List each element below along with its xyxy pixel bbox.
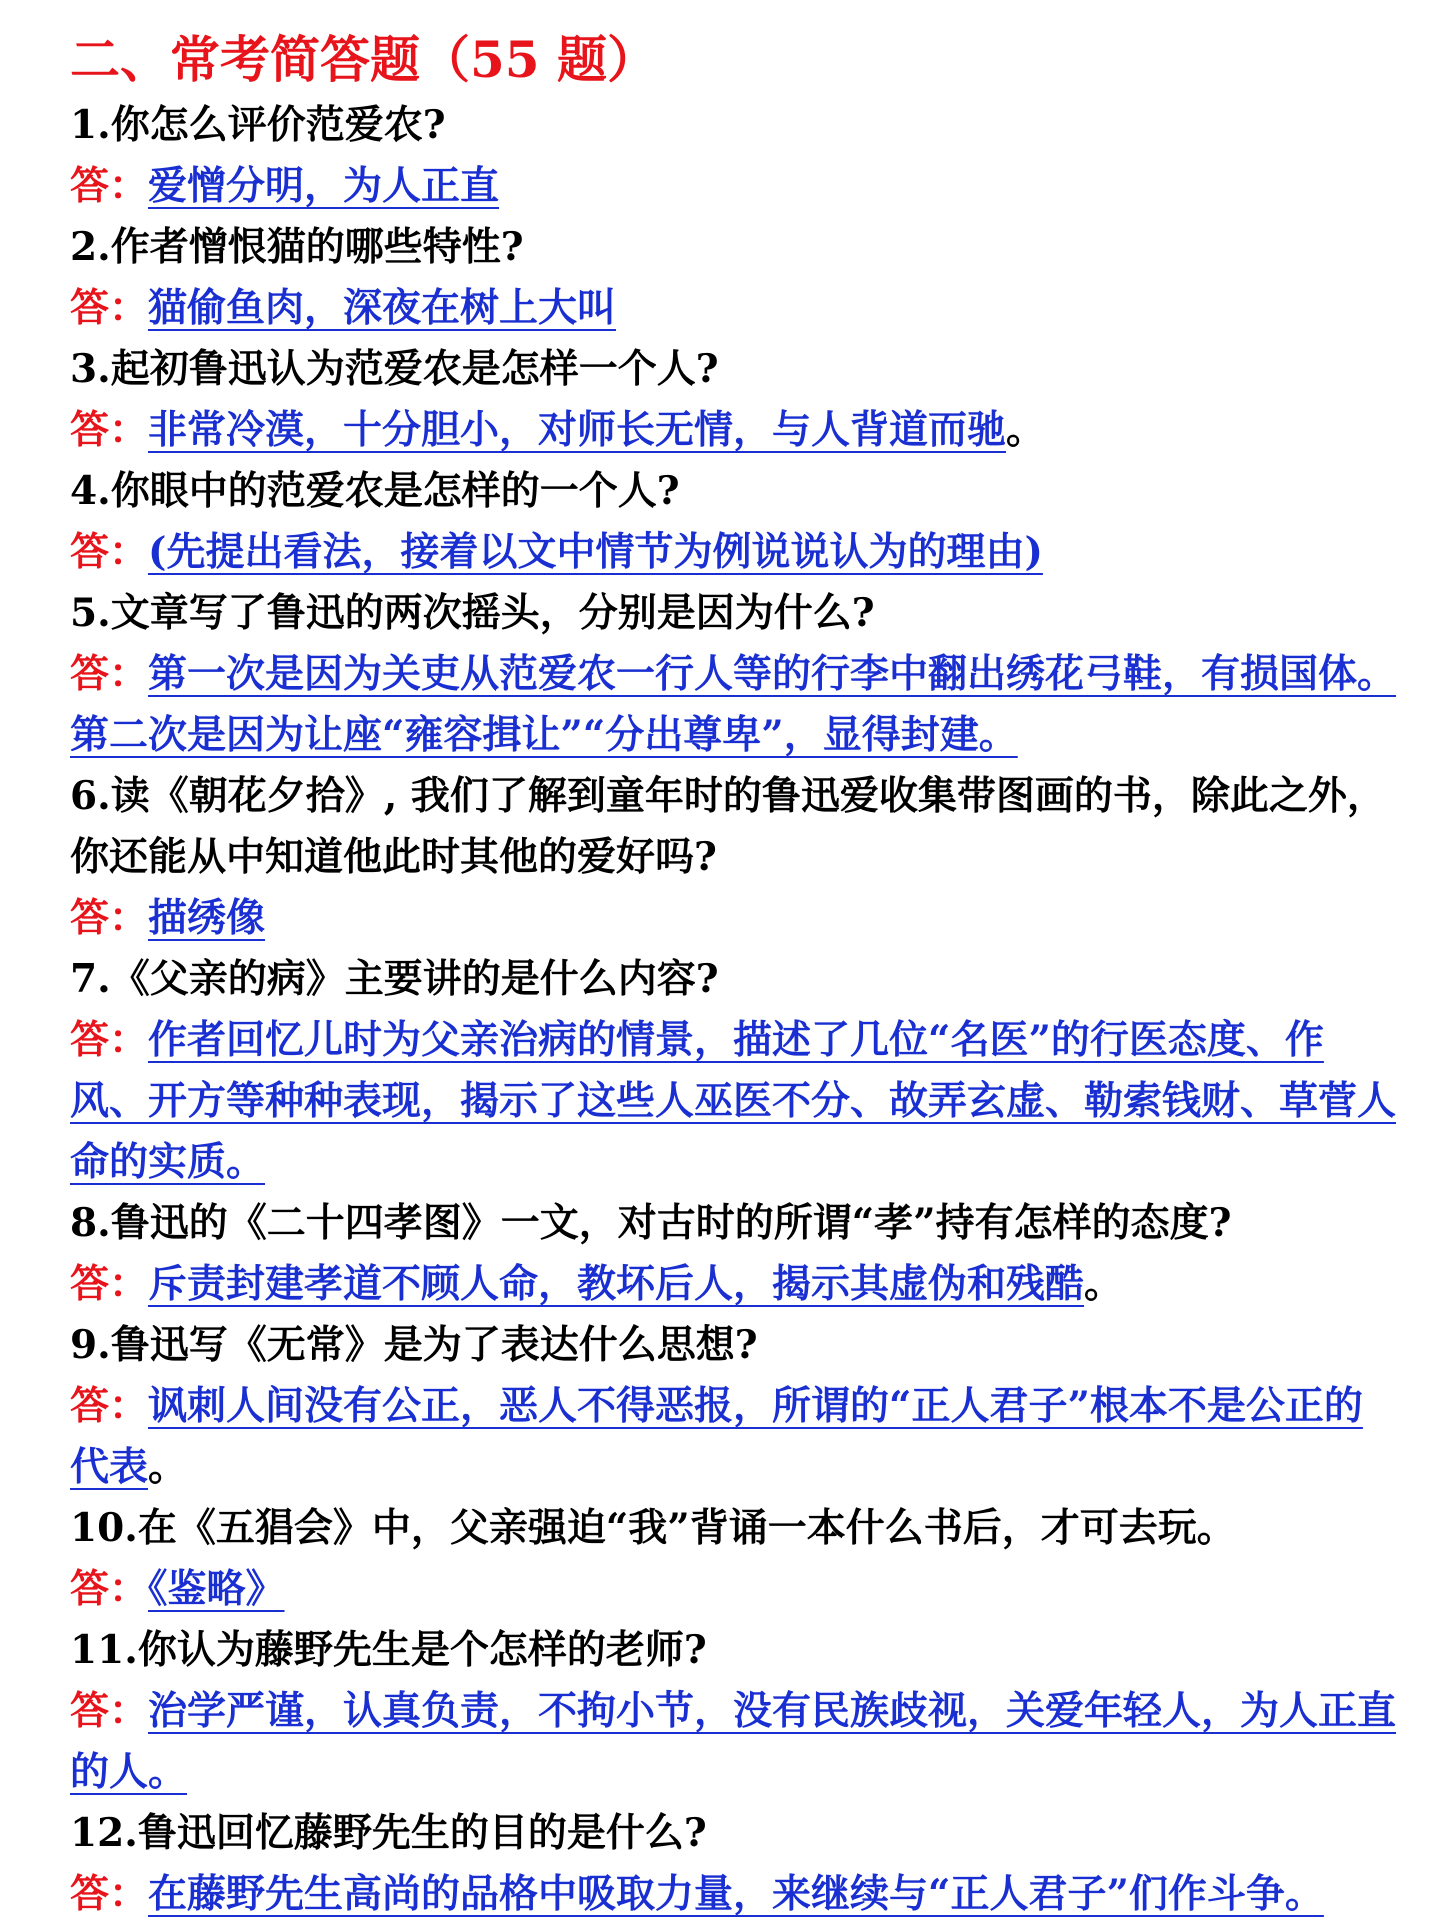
answer-label: 答： [70, 1566, 149, 1612]
question-text: 5.文章写了鲁迅的两次摇头，分别是因为什么? [70, 590, 875, 636]
answer-line [70, 522, 1400, 583]
answer-line [70, 278, 1400, 339]
question-text: 7.《父亲的病》主要讲的是什么内容? [70, 956, 719, 1002]
answer-line [70, 1559, 1400, 1620]
answer-tail: 。 [1084, 1261, 1124, 1307]
answer-text: 描绣像 [148, 895, 266, 941]
answer-text: 猫偷鱼肉，深夜在树上大叫 [148, 285, 617, 331]
answer-line [70, 1254, 1400, 1315]
answer-tail: 。 [148, 1444, 188, 1490]
answer-label: 答： [70, 1383, 149, 1429]
answer-label: 答： [70, 651, 149, 697]
qa-item-11 [70, 1620, 1400, 1803]
answer-line [70, 1010, 1400, 1193]
answer-text: (先提出看法，接着以文中情节为例说说认为的理由) [148, 529, 1043, 575]
answer-text: 第一次是因为关吏从范爱农一行人等的行李中翻出绣花弓鞋，有损国体。第二次是因为让座“雍容揖让”“分出尊卑”，显得封建。 [70, 651, 1397, 758]
question-text: 6.读《朝花夕拾》, 我们了解到童年时的鲁迅爱收集带图画的书，除此之外，你还能从中知道他此时其他的爱好吗? [70, 773, 1386, 880]
answer-line [70, 644, 1400, 766]
answer-text: 《鉴略》 [148, 1566, 285, 1612]
answer-tail: 。 [1006, 407, 1046, 453]
answer-label: 答： [70, 1688, 149, 1734]
answer-text: 讽刺人间没有公正，恶人不得恶报，所谓的“正人君子”根本不是公正的代表 [70, 1383, 1363, 1490]
qa-item-1 [70, 95, 1400, 217]
qa-item-9 [70, 1315, 1400, 1498]
answer-text: 治学严谨，认真负责，不拘小节，没有民族歧视，关爱年轻人，为人正直的人。 [70, 1688, 1397, 1795]
answer-line [70, 400, 1400, 461]
question-text: 2.作者憎恨猫的哪些特性? [70, 224, 524, 270]
qa-item-5 [70, 583, 1400, 766]
question-text: 4.你眼中的范爱农是怎样的一个人? [70, 468, 680, 514]
qa-item-2 [70, 217, 1400, 339]
answer-line [70, 1681, 1400, 1803]
question-text: 9.鲁迅写《无常》是为了表达什么思想? [70, 1322, 758, 1368]
answer-text: 斥责封建孝道不顾人命，教坏后人，揭示其虚伪和残酷 [148, 1261, 1085, 1307]
answer-text: 爱憎分明，为人正直 [148, 163, 500, 209]
document-page [70, 30, 1400, 1925]
qa-item-6 [70, 766, 1400, 949]
answer-label: 答： [70, 285, 149, 331]
answer-label: 答： [70, 407, 149, 453]
question-text: 1.你怎么评价范爱农? [70, 102, 446, 148]
answer-line [70, 1864, 1400, 1925]
question-text: 10.在《五猖会》中，父亲强迫“我”背诵一本什么书后，才可去玩。 [70, 1505, 1236, 1551]
qa-item-12 [70, 1803, 1400, 1925]
qa-item-8 [70, 1193, 1400, 1315]
answer-text: 作者回忆儿时为父亲治病的情景，描述了几位“名医”的行医态度、作风、开方等种种表现，揭示了这些人巫医不分、故弄玄虚、勒索钱财、草菅人命的实质。 [70, 1017, 1397, 1185]
answer-line [70, 888, 1400, 949]
answer-label: 答： [70, 895, 149, 941]
answer-line [70, 1376, 1400, 1498]
qa-item-4 [70, 461, 1400, 583]
question-text: 11.你认为藤野先生是个怎样的老师? [70, 1627, 707, 1673]
answer-label: 答： [70, 1871, 149, 1917]
qa-item-7 [70, 949, 1400, 1193]
question-text: 12.鲁迅回忆藤野先生的目的是什么? [70, 1810, 707, 1856]
page-title: 二、常考简答题（55 题） [70, 30, 657, 89]
qa-item-3 [70, 339, 1400, 461]
answer-line [70, 156, 1400, 217]
question-text: 8.鲁迅的《二十四孝图》一文，对古时的所谓“孝”持有怎样的态度? [70, 1200, 1232, 1246]
answer-text: 非常冷漠，十分胆小，对师长无情，与人背道而驰 [148, 407, 1007, 453]
answer-label: 答： [70, 529, 149, 575]
answer-label: 答： [70, 1261, 149, 1307]
answer-text: 在藤野先生高尚的品格中吸取力量，来继续与“正人君子”们作斗争。 [148, 1871, 1324, 1917]
qa-list [70, 95, 1400, 1925]
answer-label: 答： [70, 163, 149, 209]
qa-item-10 [70, 1498, 1400, 1620]
answer-label: 答： [70, 1017, 149, 1063]
question-text: 3.起初鲁迅认为范爱农是怎样一个人? [70, 346, 719, 392]
